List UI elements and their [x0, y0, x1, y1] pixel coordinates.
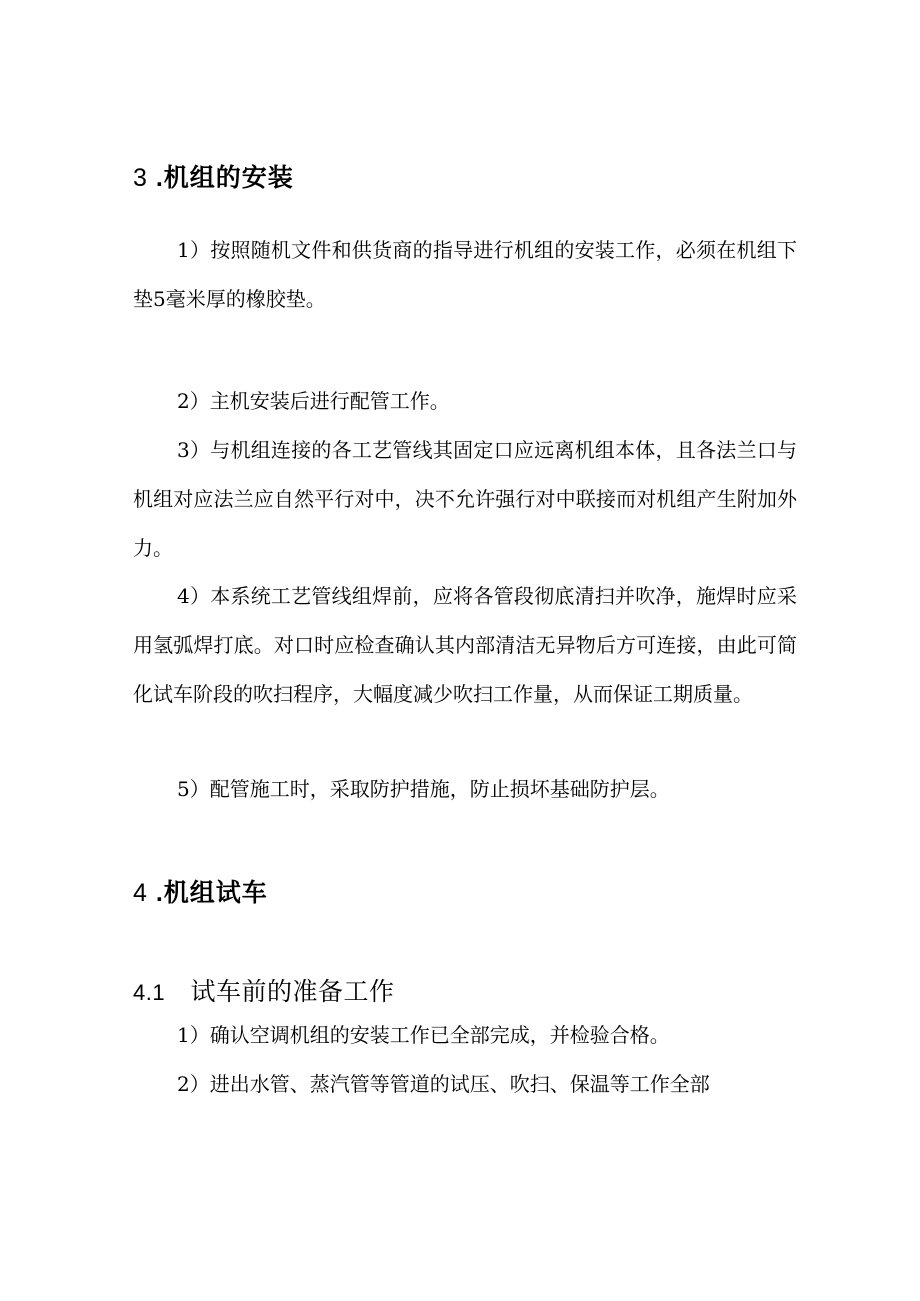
heading-number: 4.1 — [133, 980, 166, 1005]
paragraph-3-3: 3）与机组连接的各工艺管线其固定口应远离机组本体，且各法兰口与机组对应法兰应自然平行对中，决不允许强行对中联接而对机组产生附加外力。 — [133, 438, 797, 560]
paragraph-3-4: 4）本系统工艺管线组焊前，应将各管段彻底清扫并吹净，施焊时应采用氢弧焊打底。对口时应检查确认其内部清洁无异物后方可连接，由此可简化试车阶段的吹扫程序，大幅度减少吹扫工作量，从而保证工期质量。 — [133, 584, 797, 706]
section-heading-4-1 — [133, 972, 394, 1008]
heading-title: .机组的安装 — [155, 164, 294, 192]
heading-title: .机组试车 — [155, 879, 268, 907]
section-heading-3 — [133, 158, 294, 194]
paragraph-4-1-2: 2）进出水管、蒸汽管等管道的试压、吹扫、保温等工作全部 — [177, 1072, 710, 1096]
paragraph-4-1-1: 1）确认空调机组的安装工作已全部完成，并检验合格。 — [177, 1023, 670, 1047]
heading-number: 3 — [133, 164, 148, 192]
paragraph-3-2: 2）主机安装后进行配管工作。 — [177, 389, 450, 413]
section-heading-4 — [133, 873, 268, 909]
heading-title: 试车前的准备工作 — [190, 978, 395, 1006]
paragraph-3-1: 1）按照随机文件和供货商的指导进行机组的安装工作，必须在机组下垫5毫米厚的橡胶垫。 — [133, 238, 797, 311]
heading-number: 4 — [133, 879, 148, 907]
paragraph-3-5: 5）配管施工时，采取防护措施，防止损坏基础防护层。 — [177, 777, 670, 801]
